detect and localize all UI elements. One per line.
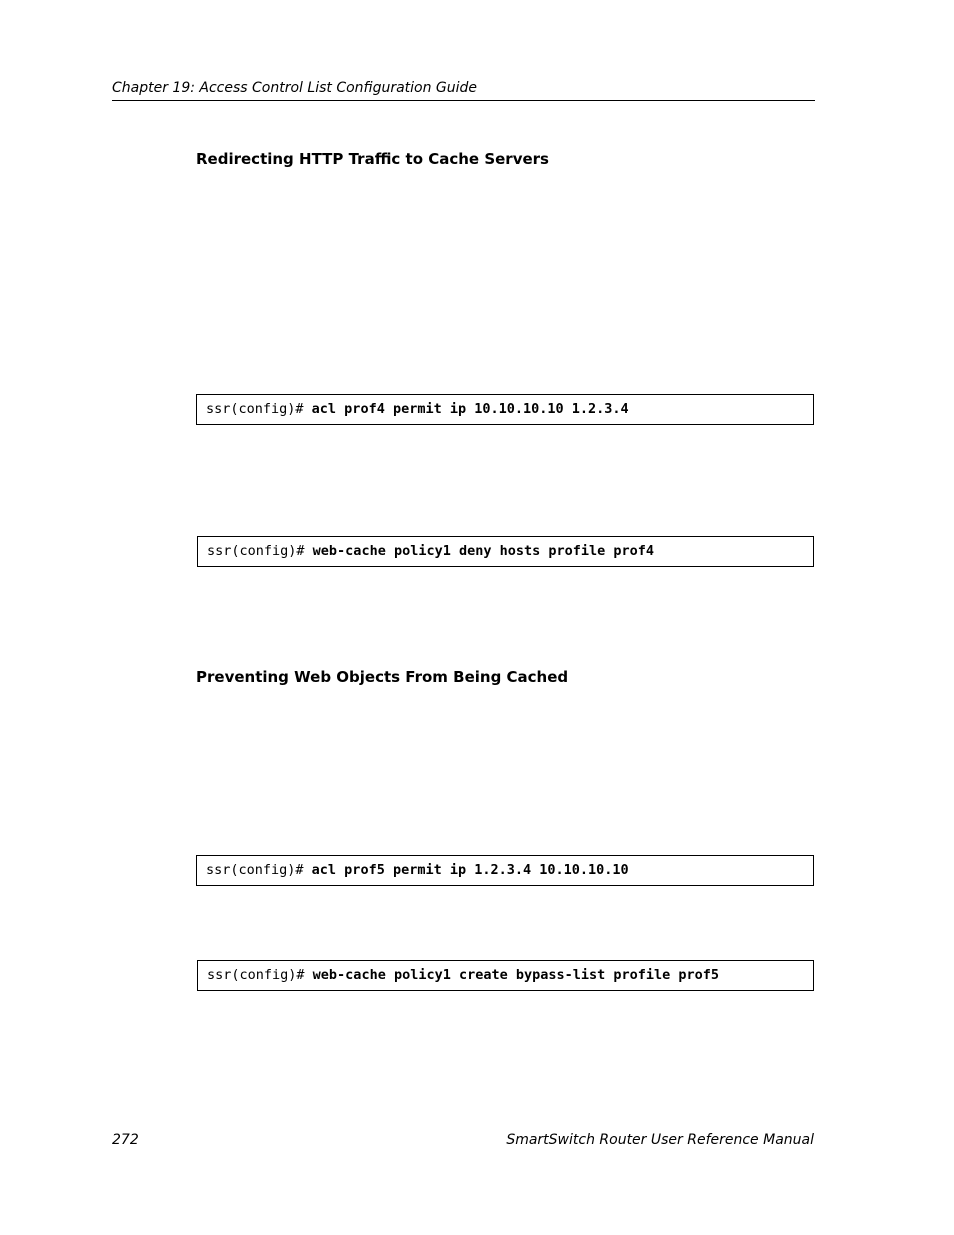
cli-command: web-cache policy1 create bypass-list profile prof5 (312, 967, 720, 983)
manual-title: SmartSwitch Router User Reference Manual (506, 1132, 814, 1148)
cli-command: web-cache policy1 deny hosts profile prof4 (312, 543, 655, 559)
code-box-acl-prof4 (196, 394, 814, 425)
section-heading-preventing-web-objects: Preventing Web Objects From Being Cached (196, 668, 569, 686)
cli-command: acl prof4 permit ip 10.10.10.10 1.2.3.4 (311, 401, 629, 417)
code-box-acl-prof5 (196, 855, 814, 886)
cli-prompt: ssr(config)# (206, 401, 312, 417)
cli-prompt: ssr(config)# (207, 543, 313, 559)
code-box-web-cache-deny (197, 536, 814, 567)
section-heading-redirecting-http: Redirecting HTTP Traffic to Cache Servers (196, 150, 549, 168)
running-header: Chapter 19: Access Control List Configuration Guide (112, 79, 815, 101)
cli-command: acl prof5 permit ip 1.2.3.4 10.10.10.10 (311, 862, 629, 878)
cli-prompt: ssr(config)# (206, 862, 312, 878)
code-box-web-cache-bypass (197, 960, 814, 991)
page-number: 272 (112, 1132, 139, 1148)
cli-prompt: ssr(config)# (207, 967, 313, 983)
